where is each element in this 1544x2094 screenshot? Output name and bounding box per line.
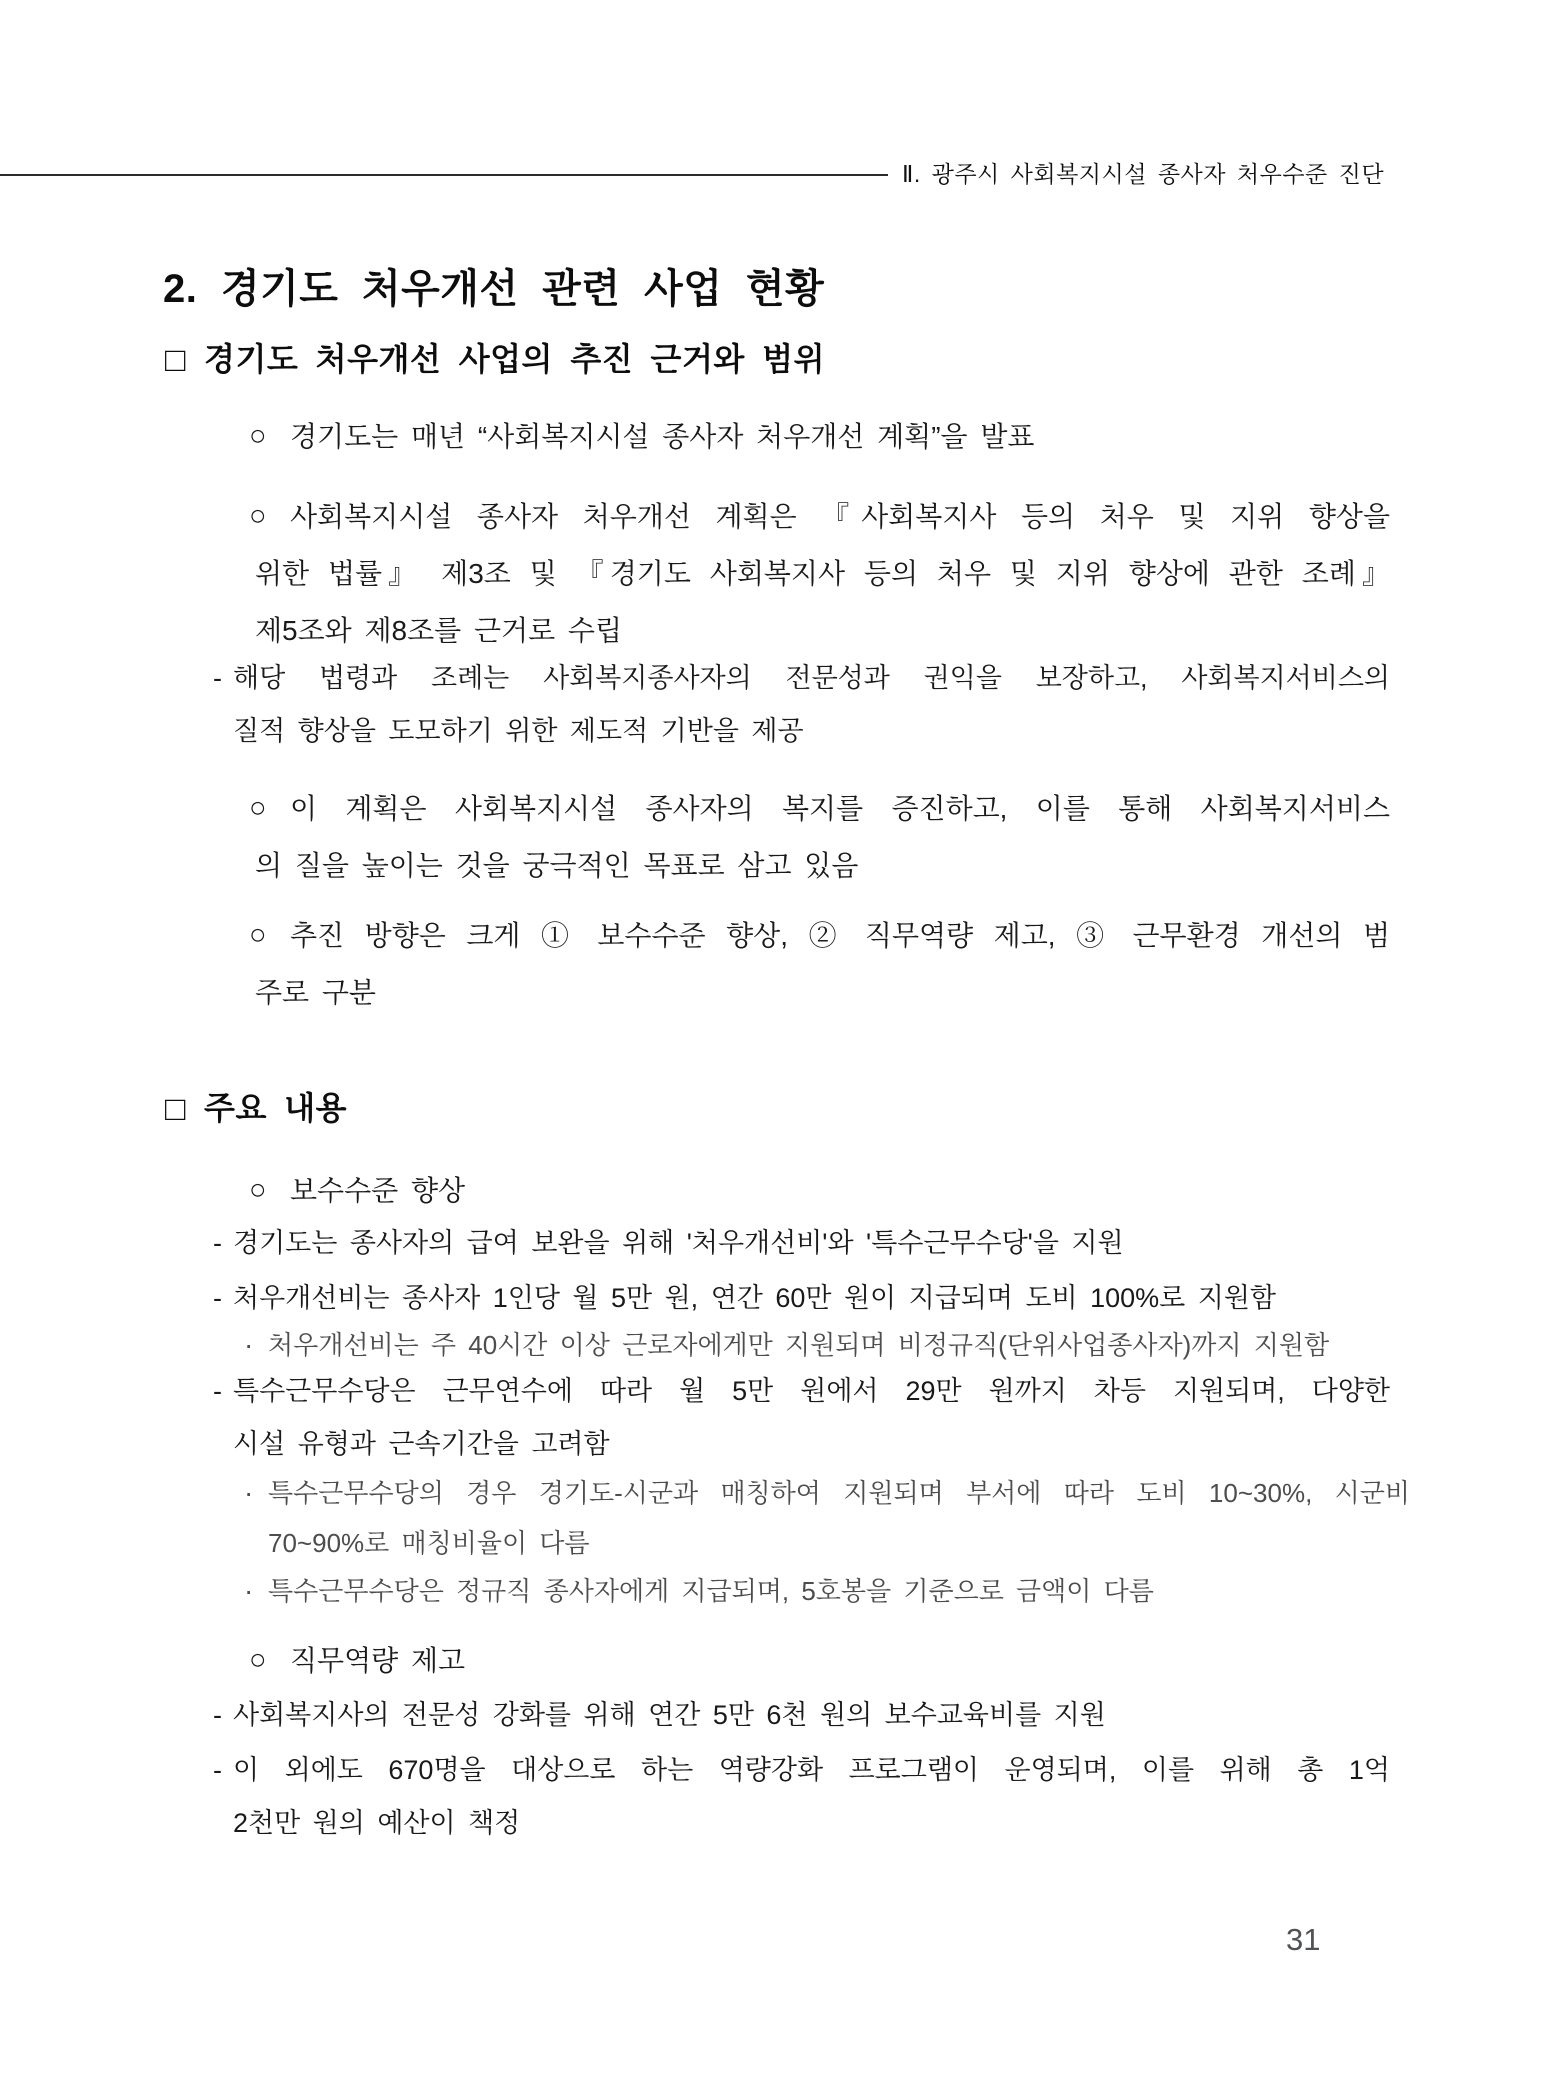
text-line: 사회복지시설 종사자 처우개선 계획은 『사회복지사 등의 처우 및 지위 향상을 <box>290 501 1390 532</box>
dot-bullet-icon: · <box>244 1575 254 1606</box>
text-line: 위한 법률』 제3조 및 『경기도 사회복지사 등의 처우 및 지위 향상에 관한 조례』 <box>255 558 1390 589</box>
header-rule <box>0 174 888 176</box>
text-line: 경기도는 매년 “사회복지시설 종사자 처우개선 계획”을 발표 <box>290 421 1035 452</box>
sub-bullet-item <box>213 1272 1390 1325</box>
bullet-item <box>249 1162 1390 1219</box>
circle-bullet-icon: ○ <box>249 1174 267 1206</box>
text-line: 처우개선비는 종사자 1인당 월 5만 원, 연간 60만 원이 지급되며 도비 100%로 지원함 <box>233 1283 1277 1313</box>
text-line: 질적 향상을 도모하기 위한 제도적 기반을 제공 <box>233 716 804 746</box>
text-line: 특수근무수당은 근무연수에 따라 월 5만 원에서 29만 원까지 차등 지원되며, 다양한 <box>233 1376 1390 1406</box>
bullet-item <box>249 780 1390 894</box>
note-item <box>244 1468 1410 1568</box>
running-header: Ⅱ. 광주시 사회복지시설 종사자 처우수준 진단 <box>902 161 1385 187</box>
bullet-item <box>249 907 1390 1021</box>
dot-bullet-icon: · <box>244 1329 254 1360</box>
text-line: 의 질을 높이는 것을 궁극적인 목표로 삼고 있음 <box>255 850 859 881</box>
sub-bullet-item <box>213 652 1390 758</box>
dash-bullet-icon: - <box>213 1376 222 1406</box>
sub-bullet-item <box>213 1217 1390 1270</box>
text-line: 시설 유형과 근속기간을 고려함 <box>233 1429 610 1459</box>
section-heading-text: 주요 내용 <box>204 1090 348 1126</box>
square-bullet-icon: □ <box>165 341 187 379</box>
circle-bullet-icon: ○ <box>249 500 267 532</box>
note-item <box>244 1320 1410 1370</box>
page-number: 31 <box>1286 1922 1321 1957</box>
text-line: 이 외에도 670명을 대상으로 하는 역량강화 프로그램이 운영되며, 이를 위해 총 1억 <box>233 1755 1390 1785</box>
dot-bullet-icon: · <box>244 1477 254 1508</box>
text-line: 제5조와 제8조를 근거로 수립 <box>255 615 623 646</box>
text-line: 사회복지사의 전문성 강화를 위해 연간 5만 6천 원의 보수교육비를 지원 <box>233 1700 1106 1730</box>
dash-bullet-icon: - <box>213 1755 222 1785</box>
bullet-item <box>249 1632 1390 1689</box>
circle-bullet-icon: ○ <box>249 1644 267 1676</box>
section-heading <box>165 337 825 381</box>
text-line: 주로 구분 <box>255 977 376 1008</box>
text-line: 보수수준 향상 <box>290 1175 466 1206</box>
circle-bullet-icon: ○ <box>249 792 267 824</box>
dash-bullet-icon: - <box>213 1700 222 1730</box>
square-bullet-icon: □ <box>165 1090 187 1128</box>
dash-bullet-icon: - <box>213 663 222 693</box>
text-line: 특수근무수당은 정규직 종사자에게 지급되며, 5호봉을 기준으로 금액이 다름 <box>268 1576 1154 1606</box>
page-title: 2. 경기도 처우개선 관련 사업 현황 <box>163 266 825 311</box>
text-line: 이 계획은 사회복지시설 종사자의 복지를 증진하고, 이를 통해 사회복지서비스 <box>290 793 1390 824</box>
text-line: 2천만 원의 예산이 책정 <box>233 1808 521 1838</box>
dash-bullet-icon: - <box>213 1283 222 1313</box>
dash-bullet-icon: - <box>213 1228 222 1258</box>
text-line: 경기도는 종사자의 급여 보완을 위해 '처우개선비'와 '특수근무수당'을 지원 <box>233 1228 1124 1258</box>
sub-bullet-item <box>213 1689 1390 1742</box>
note-item <box>244 1566 1410 1616</box>
circle-bullet-icon: ○ <box>249 919 267 951</box>
circle-bullet-icon: ○ <box>249 420 267 452</box>
section-heading <box>165 1086 347 1130</box>
bullet-item <box>249 488 1390 659</box>
text-line: 70~90%로 매칭비율이 다름 <box>268 1528 590 1558</box>
sub-bullet-item <box>213 1365 1390 1471</box>
text-line: 직무역량 제고 <box>290 1645 466 1676</box>
text-line: 처우개선비는 주 40시간 이상 근로자에게만 지원되며 비정규직(단위사업종사자)까지 지원함 <box>268 1330 1330 1360</box>
bullet-item <box>249 408 1390 465</box>
text-line: 특수근무수당의 경우 경기도-시군과 매칭하여 지원되며 부서에 따라 도비 10~30%, 시군비 <box>268 1478 1410 1508</box>
sub-bullet-item <box>213 1744 1390 1850</box>
section-heading-text: 경기도 처우개선 사업의 추진 근거와 범위 <box>204 341 826 377</box>
text-line: 해당 법령과 조례는 사회복지종사자의 전문성과 권익을 보장하고, 사회복지서비스의 <box>233 663 1390 693</box>
text-line: 추진 방향은 크게 ① 보수수준 향상, ② 직무역량 제고, ③ 근무환경 개선의 범 <box>290 920 1390 951</box>
